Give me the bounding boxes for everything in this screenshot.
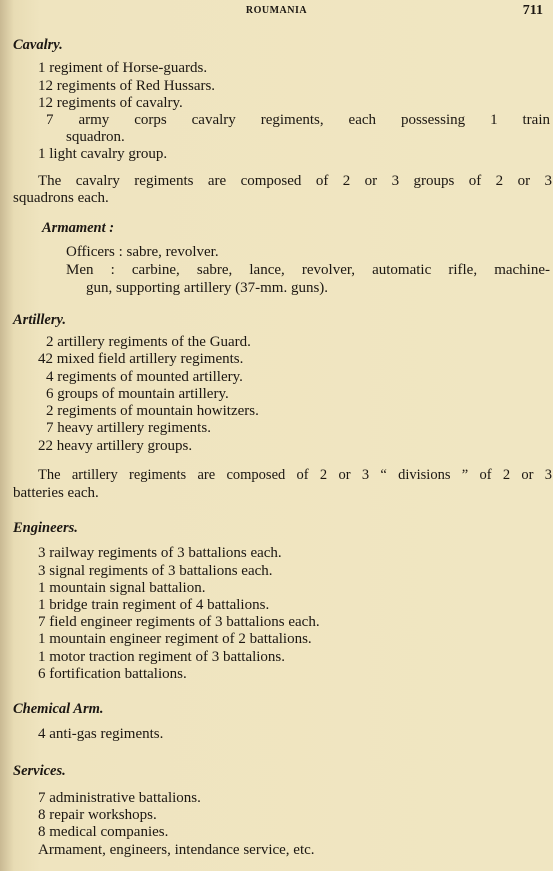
page-header	[0, 3, 553, 21]
artillery-item: 2 regiments of mountain howitzers.	[46, 403, 259, 419]
artillery-item: 6 groups of mountain artillery.	[46, 386, 229, 402]
running-head: ROUMANIA	[245, 5, 308, 16]
artillery-item: 22 heavy artillery groups.	[38, 438, 193, 454]
chemical-item: 4 anti-gas regiments.	[38, 726, 164, 742]
cavalry-item: 7 army corps cavalry regiments, each possessing 1 train	[46, 112, 550, 128]
cavalry-note-line: The cavalry regiments are composed of 2 or 3 groups of 2 or 3	[38, 173, 552, 189]
engineers-item: 6 fortification battalions.	[38, 666, 187, 682]
engineers-item: 3 railway regiments of 3 battalions each.	[38, 545, 282, 561]
artillery-item: 2 artillery regiments of the Guard.	[46, 334, 251, 350]
armament-men-line: gun, supporting artillery (37-mm. guns).	[86, 280, 329, 296]
engineers-item: 1 bridge train regiment of 4 battalions.	[38, 597, 270, 613]
artillery-note-line: The artillery regiments are composed of 2 or 3 “ divisions ” of 2 or 3	[38, 467, 552, 483]
cavalry-item-continuation: squadron.	[66, 129, 125, 145]
armament-men-line: Men : carbine, sabre, lance, revolver, automatic rifle, machine-	[66, 262, 550, 278]
section-heading-cavalry: Cavalry.	[13, 37, 63, 53]
engineers-item: 1 mountain signal battalion.	[38, 580, 206, 596]
cavalry-note-line: squadrons each.	[13, 190, 109, 206]
services-item: 8 repair workshops.	[38, 807, 157, 823]
armament-officers: Officers : sabre, revolver.	[66, 244, 219, 260]
cavalry-item: 1 light cavalry group.	[38, 146, 168, 162]
section-heading-services: Services.	[13, 763, 66, 779]
engineers-item: 7 field engineer regiments of 3 battalions each.	[38, 614, 320, 630]
engineers-item: 1 motor traction regiment of 3 battalions.	[38, 649, 286, 665]
services-item: Armament, engineers, intendance service, etc.	[38, 842, 315, 858]
engineers-item: 1 mountain engineer regiment of 2 battalions.	[38, 631, 312, 647]
cavalry-item: 1 regiment of Horse-guards.	[38, 60, 208, 76]
cavalry-item: 12 regiments of cavalry.	[38, 95, 183, 111]
subsection-heading-armament: Armament :	[42, 220, 115, 236]
services-item: 7 administrative battalions.	[38, 790, 201, 806]
artillery-note-line: batteries each.	[13, 485, 99, 501]
cavalry-item: 12 regiments of Red Hussars.	[38, 78, 216, 94]
artillery-item: 7 heavy artillery regiments.	[46, 420, 211, 436]
page-number: 711	[522, 3, 543, 18]
section-heading-engineers: Engineers.	[13, 520, 78, 536]
section-heading-artillery: Artillery.	[13, 312, 67, 328]
artillery-item: 42 mixed field artillery regiments.	[38, 351, 244, 367]
engineers-item: 3 signal regiments of 3 battalions each.	[38, 563, 273, 579]
artillery-item: 4 regiments of mounted artillery.	[46, 369, 243, 385]
services-item: 8 medical companies.	[38, 824, 169, 840]
section-heading-chemical-arm: Chemical Arm.	[13, 701, 104, 717]
